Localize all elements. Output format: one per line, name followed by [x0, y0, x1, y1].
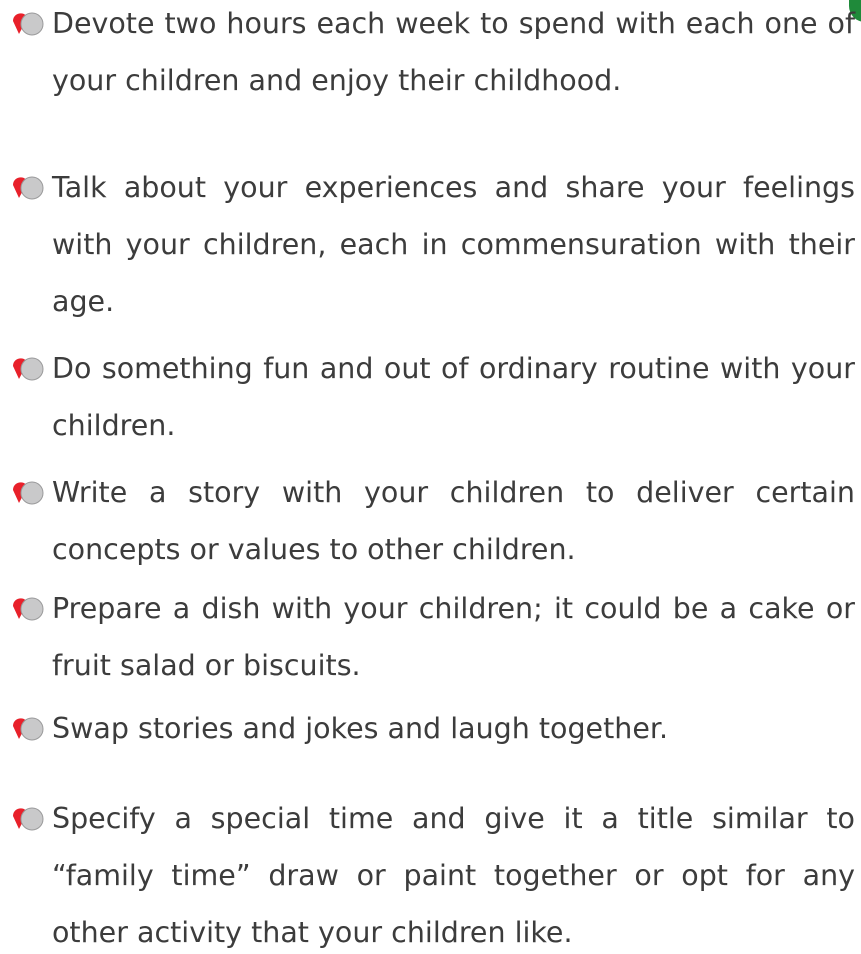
bullet-icon — [10, 172, 44, 202]
item-text: Write a story with your children to deliver certain concepts or values to other children. — [52, 476, 855, 566]
bullet-icon — [10, 8, 44, 38]
bullet-icon — [10, 593, 44, 623]
item-text: Devote two hours each week to spend with each one of your children and enjoy their childhood. — [52, 7, 855, 97]
item-text: Do something fun and out of ordinary routine with your children. — [52, 352, 855, 442]
item-text: Talk about your experiences and share your feelings with your children, each in commensuration with their age. — [52, 171, 855, 318]
item-text: Swap stories and jokes and laugh together. — [52, 712, 669, 745]
bullet-icon — [10, 353, 44, 383]
item-text: Specify a special time and give it a title similar to “family time” draw or paint together or opt for any other activity that your children like. — [52, 802, 855, 949]
item-text: Prepare a dish with your children; it could be a cake or fruit salad or biscuits. — [52, 592, 855, 682]
bullet-icon — [10, 803, 44, 833]
bullet-icon — [10, 713, 44, 743]
bullet-icon — [10, 477, 44, 507]
